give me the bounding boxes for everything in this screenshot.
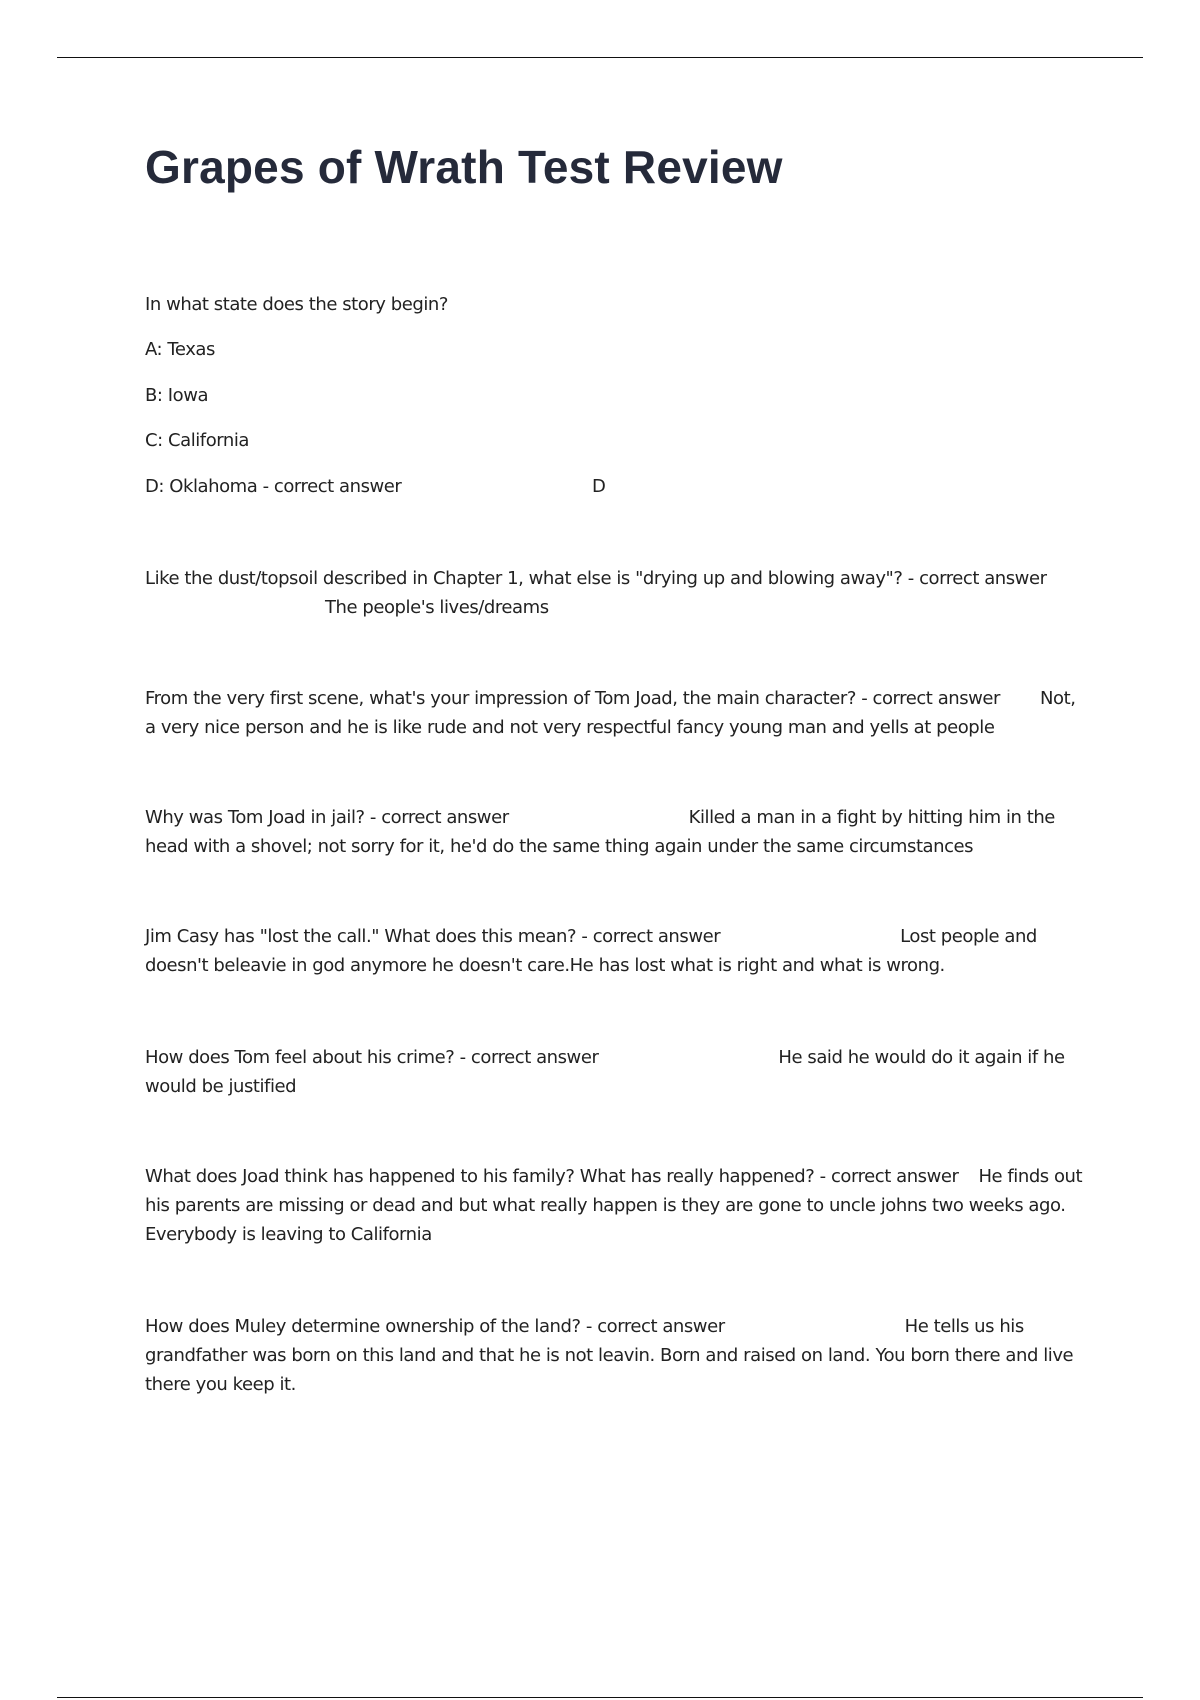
page-title: Grapes of Wrath Test Review xyxy=(145,141,783,193)
question-block-4 xyxy=(145,803,1090,861)
question-block-3 xyxy=(145,684,1090,742)
question-text: How does Tom feel about his crime? - correct answer xyxy=(145,1047,599,1068)
answer-text: He finds out his parents are missing or dead and but what really happen is they are gone to uncle johns two weeks ago. Everybody is leaving to California xyxy=(145,1166,1083,1245)
question-text: What does Joad think has happened to his family? What has really happened? - correct answer xyxy=(145,1166,959,1187)
answer-text: He said he would do it again if he would be justified xyxy=(145,1047,1065,1097)
question-text: How does Muley determine ownership of the land? - correct answer xyxy=(145,1316,725,1337)
answer-text: Lost people and doesn't beleavie in god anymore he doesn't care.He has lost what is right and what is wrong. xyxy=(145,926,1037,976)
option-d: D: Oklahoma - correct answer xyxy=(145,476,402,497)
question-block-6 xyxy=(145,1043,1090,1101)
answer-text: He tells us his grandfather was born on this land and that he is not leavin. Born and raised on land. You born there and live there you keep it. xyxy=(145,1316,1074,1395)
question-text: Why was Tom Joad in jail? - correct answer xyxy=(145,807,509,828)
top-rule xyxy=(57,57,1143,58)
answer-text: Killed a man in a fight by hitting him in the head with a shovel; not sorry for it, he'd do the same thing again under the same circumstances xyxy=(145,807,1055,857)
option-b: B: Iowa xyxy=(145,385,209,406)
question-text: Like the dust/topsoil described in Chapter 1, what else is "drying up and blowing away"? - correct answer xyxy=(145,568,1047,589)
answer-text: D xyxy=(592,476,606,497)
question-block-7 xyxy=(145,1162,1090,1249)
option-c: C: California xyxy=(145,430,249,451)
question-text: From the very first scene, what's your impression of Tom Joad, the main character? - correct answer xyxy=(145,688,1001,709)
answer-text: The people's lives/dreams xyxy=(325,597,549,618)
option-a: A: Texas xyxy=(145,339,215,360)
answer-text: Not, a very nice person and he is like rude and not very respectful fancy young man and yells at people xyxy=(145,688,1076,738)
question-block-2 xyxy=(145,564,1090,622)
question-text: In what state does the story begin? xyxy=(145,294,448,315)
question-block-8 xyxy=(145,1312,1090,1399)
bottom-rule xyxy=(57,1697,1143,1698)
question-text: Jim Casy has "lost the call." What does this mean? - correct answer xyxy=(145,926,721,947)
question-block-5 xyxy=(145,922,1090,980)
